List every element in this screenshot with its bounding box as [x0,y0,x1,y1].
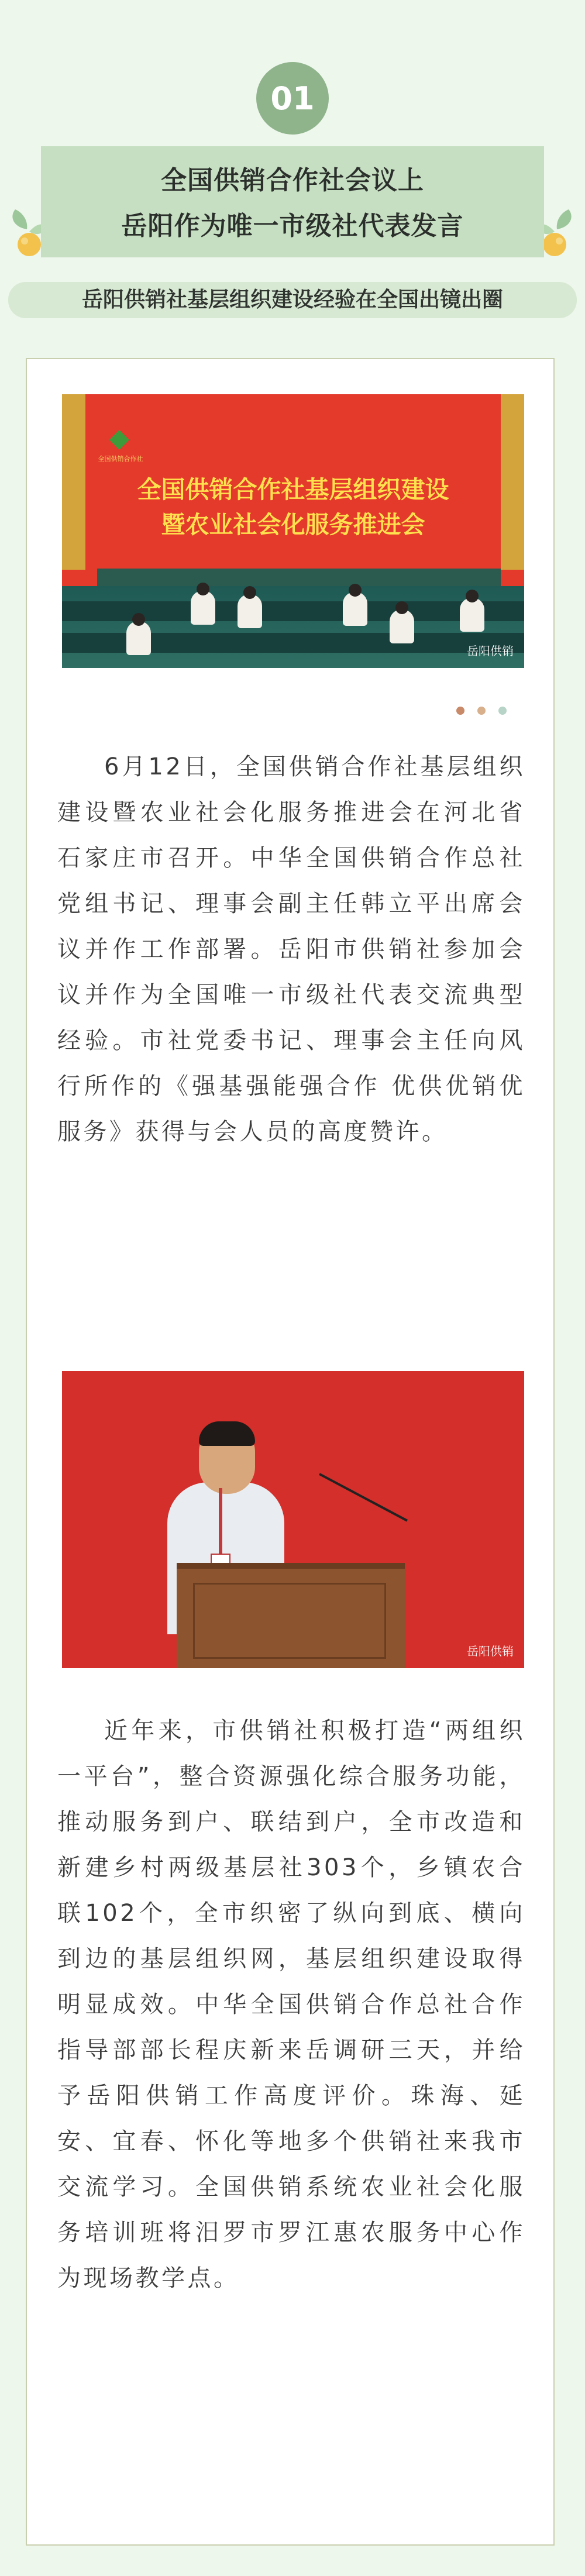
conference-photo[interactable] [62,394,524,668]
banner-line2: 暨农业社会化服务推进会 [161,511,425,539]
carousel-dot[interactable] [498,707,507,715]
audience-head [466,590,479,602]
audience-member [191,591,215,625]
audience-desk-row [62,601,524,621]
article-paragraph-2: 近年来，市供销社积极打造“两组织一平台”，整合资源强化综合服务功能，推动服务到户、联结到户，全市改造和新建乡村两级基层社303个，乡镇农合联102个，全市织密了纵向到底、横向到边的基层组织网，基层组织建设取得明显成效。中华全国供销合作总社合作指导部部长程庆新来岳调研三天，并给予岳阳供销工作高度评价。珠海、延安、宜春、怀化等地多个供销社来我市交流学习。全国供销系统农业社会化服务培训班将汨罗市罗江惠农服务中心作为现场教学点。 [57,1717,525,2292]
podium-panel [193,1583,386,1659]
section-number-badge [256,62,329,135]
section-title-panel [41,146,544,257]
audience-member [126,621,151,655]
carousel-dot[interactable] [477,707,486,715]
podium [177,1563,405,1668]
section-number: 01 [270,80,315,117]
audience-head [197,583,209,595]
audience-member [343,592,367,626]
audience-head [349,584,362,597]
section-title-line2: 岳阳作为唯一市级社代表发言 [121,211,464,241]
banner-line1: 全国供销合作社基层组织建设 [137,476,449,504]
audience-head [132,613,145,626]
rostrum-table [97,569,501,586]
microphone-icon [319,1473,408,1521]
speaker-lanyard [219,1488,222,1558]
carousel-dot[interactable] [456,707,464,715]
section-title-line1: 全国供销合作社会议上 [161,166,424,195]
audience-member [238,594,262,628]
coop-logo-icon [109,430,129,450]
speaker-photo[interactable] [62,1371,524,1668]
subtitle-bar [8,282,577,318]
article-card [26,358,555,2546]
audience-area [62,586,524,668]
article-paragraph-1: 6月12日，全国供销合作社基层组织建设暨农业社会化服务推进会在河北省石家庄市召开。中华全国供销合作总社党组书记、理事会副主任韩立平出席会议并作工作部署。岳阳市供销社参加会议并作为全国唯一市级社代表交流典型经验。市社党委书记、理事会主任向风行所作的《强基强能强合作 优供优销优服务》获得与会人员的高度赞许。 [57,753,525,1145]
audience-member [390,609,414,643]
coop-logo-text: 全国供销合作社 [98,455,143,463]
audience-member [460,598,484,632]
photo-watermark: 岳阳供销 [467,1644,514,1658]
audience-head [243,586,256,599]
carousel-indicator[interactable] [456,705,509,717]
audience-head [395,601,408,614]
speaker-hair [199,1421,255,1446]
photo-watermark: 岳阳供销 [467,644,514,658]
section-subtitle: 岳阳供销社基层组织建设经验在全国出镜出圈 [81,288,503,312]
